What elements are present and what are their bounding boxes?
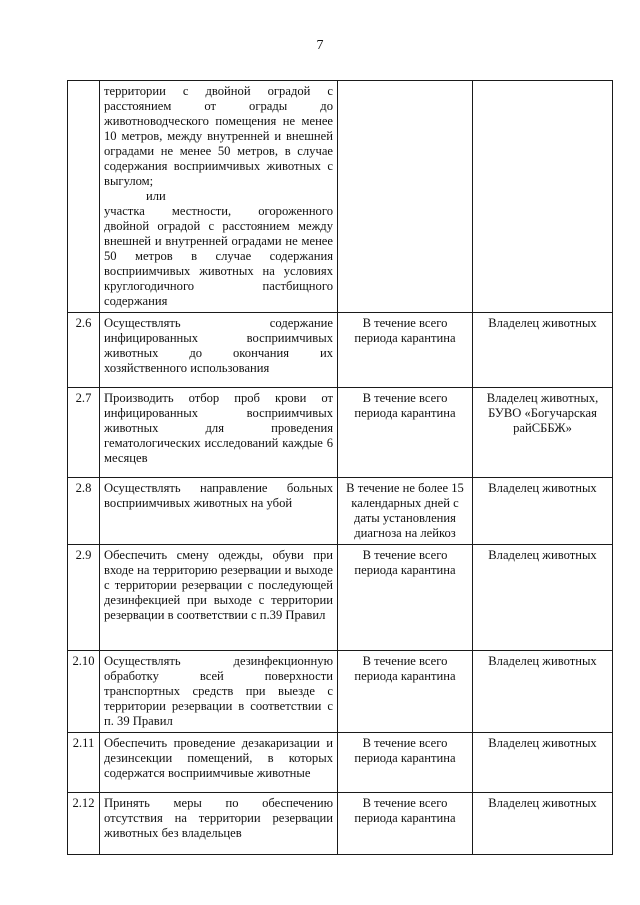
- action-text-part1: территории с двойной оградой с расстоянием от ограды до животноводческого помещения не менее 10 метров, между внутренней и внешней оградами не менее 50 метров, в случае содержания восприимчивых животных с выгулом;: [104, 84, 333, 188]
- table-row: [68, 793, 613, 855]
- term-cell: В течение всего периода карантина: [338, 388, 473, 478]
- row-number-cell: 2.10: [68, 651, 100, 733]
- measures-table: [67, 80, 613, 855]
- action-cell: Принять меры по обеспечению отсутствия на территории резервации животных без владельцев: [100, 793, 338, 855]
- term-cell: В течение всего периода карантина: [338, 545, 473, 651]
- term-cell: В течение всего периода карантина: [338, 793, 473, 855]
- responsible-cell: Владелец животных, БУВО «Богучарская райСББЖ»: [473, 388, 613, 478]
- row-number-cell: 2.8: [68, 478, 100, 545]
- action-cell: Осуществлять направление больных восприимчивых животных на убой: [100, 478, 338, 545]
- responsible-cell: Владелец животных: [473, 793, 613, 855]
- responsible-cell: Владелец животных: [473, 478, 613, 545]
- table-row: [68, 651, 613, 733]
- responsible-cell: Владелец животных: [473, 733, 613, 793]
- action-cell: [100, 81, 338, 313]
- table-row: [68, 545, 613, 651]
- responsible-cell: Владелец животных: [473, 651, 613, 733]
- responsible-cell: [473, 81, 613, 313]
- action-cell: Производить отбор проб крови от инфицированных восприимчивых животных для проведения гематологических исследований каждые 6 месяцев: [100, 388, 338, 478]
- row-number-cell: 2.7: [68, 388, 100, 478]
- row-number-cell: 2.9: [68, 545, 100, 651]
- responsible-cell: Владелец животных: [473, 545, 613, 651]
- row-number-cell: 2.6: [68, 313, 100, 388]
- table-row: [68, 313, 613, 388]
- table-row: [68, 388, 613, 478]
- term-cell: В течение всего периода карантина: [338, 651, 473, 733]
- action-cell: Осуществлять содержание инфицированных восприимчивых животных до окончания их хозяйственного использования: [100, 313, 338, 388]
- term-cell: В течение всего периода карантина: [338, 313, 473, 388]
- action-cell: Осуществлять дезинфекционную обработку всей поверхности транспортных средств при выезде с территории резервации в соответствии с п. 39 Правил: [100, 651, 338, 733]
- row-number-cell: 2.11: [68, 733, 100, 793]
- table-row: [68, 733, 613, 793]
- action-cell: Обеспечить проведение дезакаризации и дезинсекции помещений, в которых содержатся восприимчивые животные: [100, 733, 338, 793]
- action-cell: Обеспечить смену одежды, обуви при входе на территорию резервации и выходе с территории резервации с последующей дезинфекцией при выходе с территории резервации в соответствии с п.39 Правил: [100, 545, 338, 651]
- responsible-cell: Владелец животных: [473, 313, 613, 388]
- row-number-cell: 2.12: [68, 793, 100, 855]
- term-cell: [338, 81, 473, 313]
- page-number: 7: [316, 38, 324, 53]
- term-cell: В течение не более 15 календарных дней с даты установления диагноза на лейкоз: [338, 478, 473, 545]
- action-or-text: или: [146, 189, 166, 203]
- action-text-part2: участка местности, огороженного двойной оградой с расстоянием между внешней и внутренней оградами не менее 50 метров в случае содержания восприимчивых животных на условиях круглогодичного пастбищного содержания: [104, 204, 333, 308]
- term-cell: В течение всего периода карантина: [338, 733, 473, 793]
- table-row: [68, 81, 613, 313]
- row-number-cell: [68, 81, 100, 313]
- table-row: [68, 478, 613, 545]
